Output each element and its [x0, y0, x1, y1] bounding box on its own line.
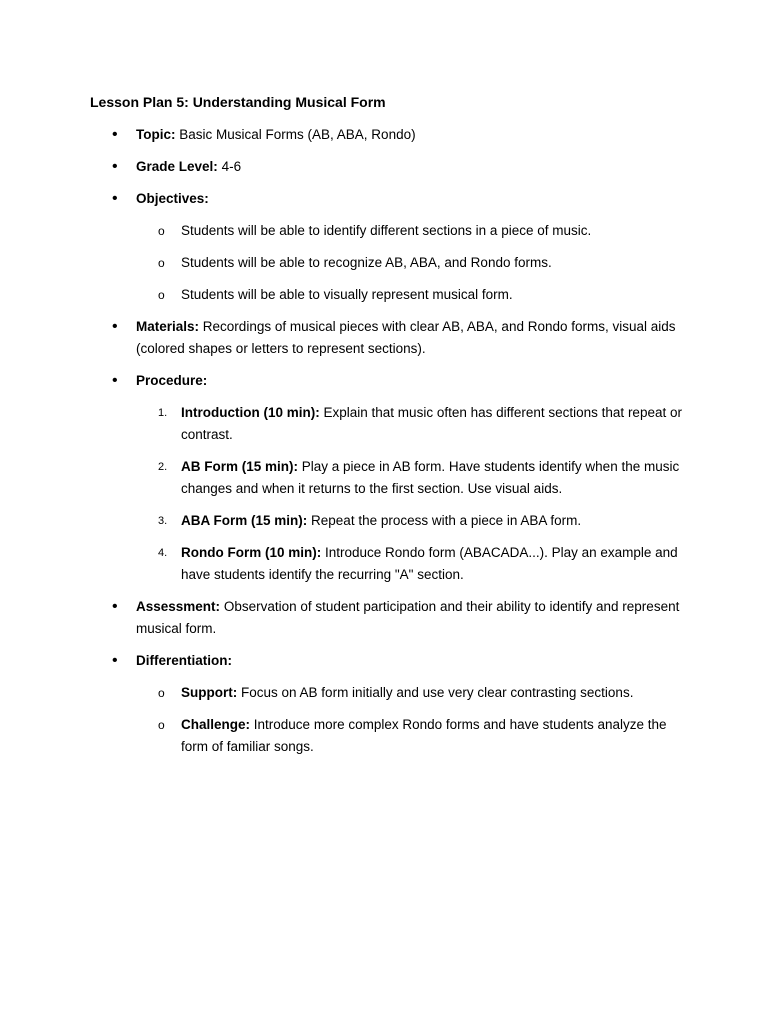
bullet: •	[112, 190, 118, 207]
bullet: •	[112, 126, 118, 143]
step-label: Rondo Form (10 min):	[181, 545, 322, 560]
materials-label: Materials:	[136, 319, 200, 334]
procedure-step	[90, 542, 690, 586]
bullet: •	[112, 652, 118, 669]
objective-item	[90, 220, 690, 242]
procedure-label: Procedure:	[136, 373, 208, 388]
differentiation-item	[90, 650, 690, 672]
objective-text: Students will be able to recognize AB, ABA, and Rondo forms.	[181, 255, 552, 270]
sub-bullet: o	[158, 288, 165, 302]
grade-item	[90, 156, 690, 178]
support-text: Focus on AB form initially and use very clear contrasting sections.	[241, 685, 634, 700]
challenge-label: Challenge:	[181, 717, 251, 732]
step-label: AB Form (15 min):	[181, 459, 299, 474]
step-number: 4.	[158, 547, 168, 559]
bullet: •	[112, 158, 118, 175]
materials-item	[90, 316, 690, 360]
lesson-outline	[90, 124, 690, 768]
grade-label: Grade Level:	[136, 159, 218, 174]
objective-text: Students will be able to identify different sections in a piece of music.	[181, 223, 592, 238]
topic-item	[90, 124, 690, 146]
step-text: Introduce Rondo form (ABACADA...). Play an example and have students identify the recurring "A" section.	[181, 545, 678, 582]
procedure-step	[90, 402, 690, 446]
assessment-text: Observation of student participation and their ability to identify and represent musical form.	[136, 599, 680, 636]
topic-text: Basic Musical Forms (AB, ABA, Rondo)	[179, 127, 416, 142]
support-label: Support:	[181, 685, 238, 700]
assessment-label: Assessment:	[136, 599, 221, 614]
step-number: 1.	[158, 407, 168, 419]
step-number: 3.	[158, 515, 168, 527]
bullet: •	[112, 372, 118, 389]
procedure-step	[90, 510, 690, 532]
differentiation-subitem	[90, 682, 690, 704]
materials-text: Recordings of musical pieces with clear AB, ABA, and Rondo forms, visual aids (colored shapes or letters to represent sections).	[136, 319, 676, 356]
differentiation-subitem	[90, 714, 690, 758]
step-label: ABA Form (15 min):	[181, 513, 308, 528]
sub-bullet: o	[158, 686, 165, 700]
step-text: Play a piece in AB form. Have students identify when the music changes and when it returns to the first section. Use visual aids.	[181, 459, 680, 496]
assessment-item	[90, 596, 690, 640]
page-title: Lesson Plan 5: Understanding Musical Form	[90, 94, 386, 110]
objective-text: Students will be able to visually represent musical form.	[181, 287, 513, 302]
step-label: Introduction (10 min):	[181, 405, 320, 420]
procedure-step	[90, 456, 690, 500]
challenge-text: Introduce more complex Rondo forms and have students analyze the form of familiar songs.	[181, 717, 667, 754]
bullet: •	[112, 598, 118, 615]
objectives-item	[90, 188, 690, 210]
step-text: Explain that music often has different sections that repeat or contrast.	[181, 405, 682, 442]
procedure-item	[90, 370, 690, 392]
objective-item	[90, 252, 690, 274]
topic-label: Topic:	[136, 127, 176, 142]
differentiation-label: Differentiation:	[136, 653, 232, 668]
sub-bullet: o	[158, 224, 165, 238]
grade-text: 4-6	[221, 159, 242, 174]
step-text: Repeat the process with a piece in ABA form.	[311, 513, 582, 528]
bullet: •	[112, 318, 118, 335]
step-number: 2.	[158, 461, 168, 473]
objective-item	[90, 284, 690, 306]
sub-bullet: o	[158, 718, 165, 732]
sub-bullet: o	[158, 256, 165, 270]
objectives-label: Objectives:	[136, 191, 209, 206]
